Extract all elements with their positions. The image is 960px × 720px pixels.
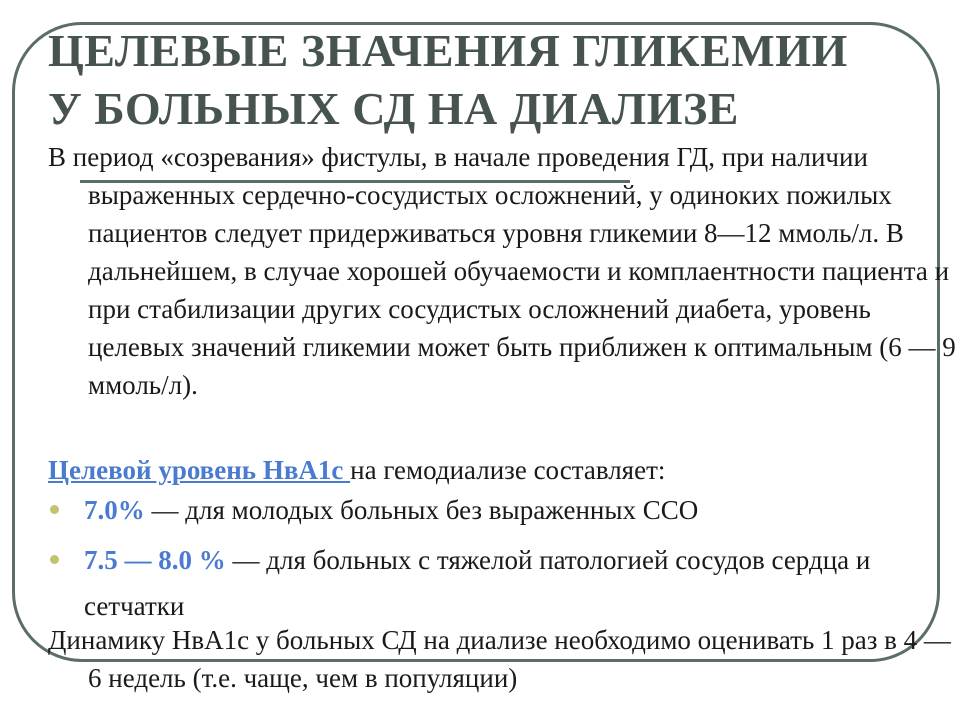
target-values-list (48, 491, 928, 637)
target-description: — для молодых больных без выраженных ССО (144, 495, 699, 525)
bullet-dot-icon (50, 505, 59, 514)
bullet-dot-icon (50, 555, 59, 564)
paragraph-target-level (48, 451, 665, 489)
paragraph-monitoring: Динамику НвА1с у больных СД на диализе необходимо оценивать 1 раз в 4 — 6 недель (т.е. чаще, чем в популяции) (48, 625, 951, 693)
target-level-text: на гемодиализе составляет: (350, 455, 666, 485)
title-line-1: ЦЕЛЕВЫЕ ЗНАЧЕНИЯ ГЛИКЕМИИ (48, 25, 848, 76)
title-line-2: У БОЛЬНЫХ СД НА ДИАЛИЗЕ (48, 83, 739, 134)
target-level-link[interactable]: Целевой уровень НвА1с (48, 455, 351, 485)
slide-title (48, 22, 848, 138)
target-value: 7.0% (84, 495, 145, 525)
list-item (48, 537, 928, 629)
target-value: 7.5 — 8.0 % (84, 545, 226, 575)
target-description: — для больных с тяжелой патологией сосудов сердца и сетчатки (84, 545, 871, 621)
paragraph-fistula-period: В период «созревания» фистулы, в начале проведения ГД, при наличии выраженных сердечно-сосудистых осложнений, у одиноких пожилых пациентов следует придерживаться уровня гликемии 8—12 ммоль/л. В дальнейшем, в случае хорошей обучаемости и комплаентности пациента и при стабилизации других сосудистых осложнений диабета, уровень целевых значений гликемии может быть приближен к оптимальным (6 — 9 ммоль/л). (48, 142, 956, 400)
list-item (48, 491, 928, 529)
